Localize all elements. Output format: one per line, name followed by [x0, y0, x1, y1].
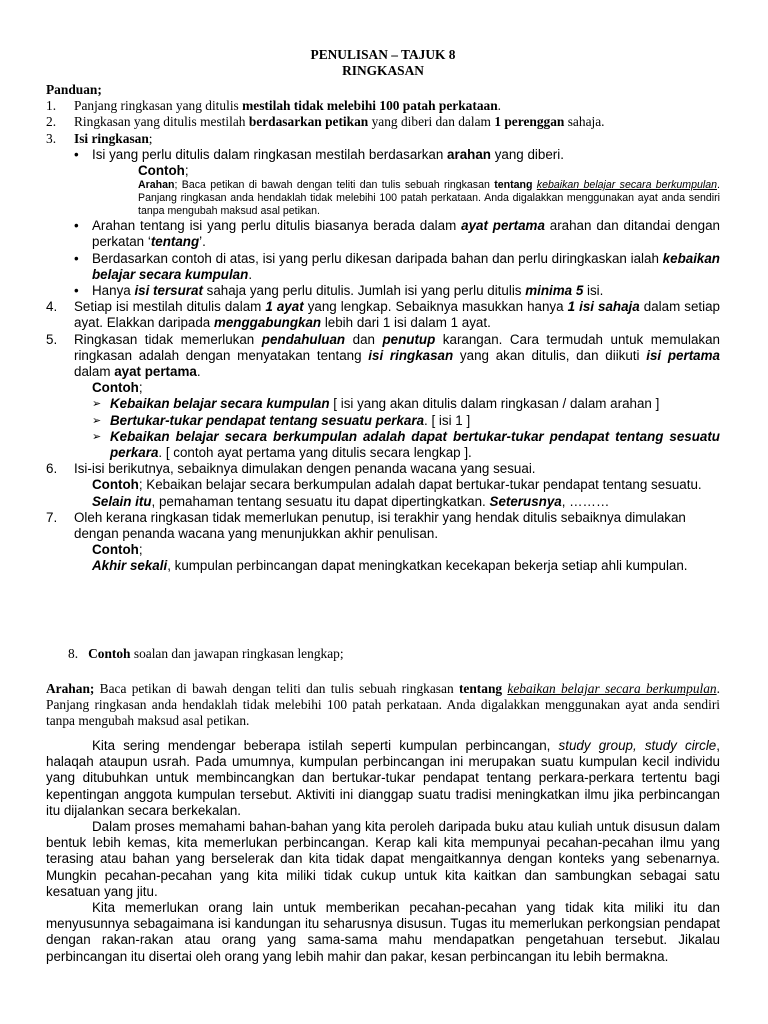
arahan-full [46, 681, 720, 730]
example-arahan-small [46, 179, 720, 218]
item-number: 8. [68, 646, 79, 661]
text: dalam [74, 364, 115, 380]
panduan-heading: Panduan; [46, 82, 102, 97]
passage-paragraph-3: Kita memerlukan orang lain untuk memberikan pecahan-pecahan yang tidak kita miliki itu dan menyusunnya sebagaimana isi kandungan itu seharusnya disusun. Tugas itu memerlukan perkongsian pendapat dengan rakan-rakan atau orang yang sama-sama mahu mendapatkan pengetahuan tersebut. Jikalau perbincangan itu disertai oleh orang yang lebih mahir dan pakar, kesan perbincangan itu lebih bermakna. [46, 900, 720, 964]
item-number: 4. [46, 299, 58, 315]
bold-italic-text: Kebaikan belajar secara berkumpulan adalah dapat bertukar-tukar pendapat tentang sesuatu perkara [110, 428, 720, 461]
guideline-item-1 [46, 98, 720, 114]
guidelines-section [46, 82, 720, 575]
text: ; [184, 163, 189, 179]
arrow-bullet-icon: ➢ [92, 430, 102, 443]
bold-text: Contoh [92, 477, 139, 493]
text: . Panjang ringkasan anda hendaklah tidak melebihi 100 patah perkataan. Anda digalakkan menggunakan ayat anda sendiri tanpa mengubah maksud asal petikan. [138, 179, 720, 218]
guideline-item-2 [46, 114, 720, 130]
item-number: 5. [46, 331, 58, 347]
text: . [ contoh ayat pertama yang ditulis secara lengkap ]. [158, 445, 472, 461]
bold-text: Contoh [138, 163, 185, 179]
bold-text: Contoh [92, 542, 139, 558]
text: Oleh kerana ringkasan tidak memerlukan penutup, isi terakhir yang hendak ditulis sebaiknya dimulakan dengan penanda wacana yang menunjukkan akhir penulisan. [74, 509, 686, 542]
bold-italic-text: Kebaikan belajar secara kumpulan [110, 396, 330, 412]
text: . [ isi 1 ] [424, 412, 471, 428]
title-line-2: RINGKASAN [342, 63, 424, 79]
text: Ringkasan tidak memerlukan [74, 331, 262, 347]
bullet-item-1 [46, 147, 720, 163]
bold-text: ayat pertama [114, 364, 197, 380]
text: . [248, 266, 253, 282]
contoh-6 [46, 477, 720, 509]
text: dalam setiap ayat. Elakkan daripada [74, 299, 720, 331]
italic-text: study group, study circle [558, 738, 717, 753]
bold-italic-text: Bertukar-tukar pendapat tentang sesuatu perkara [110, 412, 425, 428]
text: Isi-isi berikutnya, sebaiknya dimulakan dengen penanda wacana yang sesuai. [74, 461, 536, 477]
text: sahaja yang perlu ditulis. Jumlah isi yang perlu ditulis [202, 283, 526, 299]
arrow-item-2 [46, 413, 720, 429]
bold-text: 1 perenggan [494, 114, 565, 130]
guideline-item-7 [46, 510, 720, 542]
text: . [497, 98, 502, 114]
item-number: 3. [46, 130, 57, 146]
bullet-icon: • [74, 283, 79, 299]
bold-italic-text: isi pertama [646, 347, 720, 363]
text: Isi yang perlu ditulis dalam ringkasan mestilah berdasarkan [92, 146, 448, 162]
item-number: 2. [46, 114, 57, 130]
italic-underline-text: kebaikan belajar secara berkumpulan [507, 681, 717, 696]
arrow-item-3 [46, 429, 720, 461]
text: ’. [199, 234, 206, 250]
bold-italic-text: isi tersurat [134, 283, 203, 299]
text: yang diberi. [490, 146, 564, 162]
bold-italic-text: isi ringkasan [368, 347, 454, 363]
passage-paragraph-2: Dalam proses memahami bahan-bahan yang kita peroleh daripada buku atau kuliah untuk disusun dalam bentuk lebih kemas, kita memerlukan perbincangan. Kerap kali kita mempunyai pecahan-pecahan ilmu yang terasing atau bahan yang berselerak dan kita tidak dapat mengaitkannya dengan konteks yang sebenarnya. Mungkin pecahan-pecahan yang kita miliki tidak cukup untuk kita kaitkan dan sambungkan sebagai satu kesatuan yang jitu. [46, 819, 720, 899]
guideline-item-8 [46, 646, 720, 662]
bold-text: Contoh [88, 646, 131, 661]
bold-italic-text: pendahuluan [261, 331, 346, 347]
text: . [196, 364, 201, 380]
contoh-label-1 [46, 163, 720, 179]
arrow-bullet-icon: ➢ [92, 398, 102, 411]
text: [ isi yang akan ditulis dalam ringkasan / dalam arahan ] [329, 396, 660, 412]
bold-italic-text: 1 ayat [265, 299, 304, 315]
text: , ……… [561, 493, 610, 509]
text: Kita sering mendengar beberapa istilah seperti kumpulan perbincangan, [92, 738, 559, 753]
guideline-item-6 [46, 461, 720, 477]
text: Berdasarkan contoh di atas, isi yang perlu dikesan daripada bahan dan perlu diringkaskan ialah [92, 250, 663, 266]
title-line-1: PENULISAN – TAJUK 8 [310, 47, 456, 62]
item-number: 7. [46, 509, 58, 525]
bullet-icon: • [74, 218, 79, 234]
bold-text: tentang [458, 681, 503, 696]
text: sahaja. [564, 114, 605, 130]
bullet-item-2 [46, 218, 720, 250]
passage-paragraph-1 [46, 738, 720, 819]
text: , kumpulan perbincangan dapat meningkatkan kecekapan bekerja setiap ahli kumpulan. [167, 558, 688, 574]
text: yang diberi dan dalam [368, 114, 495, 130]
guideline-item-3 [46, 131, 720, 147]
text: ; Kebaikan belajar secara berkumpulan adalah dapat bertukar-tukar pendapat tentang sesuatu. [138, 477, 702, 493]
text: , pemahaman tentang sesuatu itu dapat dipertingkatkan. [151, 493, 490, 509]
text: yang akan ditulis, dan diikuti [453, 347, 647, 363]
bold-italic-text: tentang [150, 234, 200, 250]
bold-italic-text: ayat pertama [461, 218, 545, 234]
bold-italic-text: Seterusnya [489, 493, 562, 509]
bold-text: Arahan; [46, 681, 95, 696]
text: ; [138, 380, 143, 396]
item-number: 6. [46, 461, 58, 477]
italic-underline-text: kebaikan belajar secara berkumpulan [536, 179, 718, 192]
bullet-icon: • [74, 146, 79, 162]
bold-text: Arahan [138, 179, 175, 192]
bold-italic-text: minima 5 [525, 283, 584, 299]
bold-italic-text: 1 isi sahaja [567, 299, 640, 315]
bold-italic-text: kebaikan belajar secara kumpulan [92, 250, 720, 282]
text: Panjang ringkasan yang ditulis [74, 98, 243, 114]
bullet-icon: • [74, 250, 79, 266]
item-number: 1. [46, 98, 57, 114]
text: Baca petikan di bawah dengan teliti dan tulis sebuah ringkasan [94, 681, 459, 696]
text: dan [345, 331, 383, 347]
bold-text: berdasarkan petikan [248, 114, 369, 130]
guideline-item-4 [46, 299, 720, 331]
document-title [46, 47, 720, 79]
text: Ringkasan yang ditulis mestilah [74, 114, 249, 130]
bold-text: Isi ringkasan [74, 130, 149, 146]
text: arahan dan ditandai dengan perkatan ‘ [92, 218, 720, 250]
text: soalan dan jawapan ringkasan lengkap; [130, 646, 344, 661]
text: Hanya [92, 283, 135, 299]
text: karangan. Cara termudah untuk memulakan ringkasan adalah dengan menyatakan tentang [74, 331, 720, 363]
arrow-item-1 [46, 396, 720, 412]
text: ; [138, 542, 143, 558]
bold-italic-text: penutup [382, 331, 436, 347]
text: isi. [583, 283, 604, 299]
bold-italic-text: Akhir sekali [92, 558, 168, 574]
text: , halaqah ataupun usrah. Pada umumnya, kumpulan perbincangan ini merupakan suatu kumpulan kecil individu yang ditubuhkan untuk membincangkan dan bertukar-tukar pendapat tentang perkara-perkara tertentu bagi kepentingan anggota kumpulan tersebut. Aktiviti ini dianggap suatu tradisi meningkatkan ilmu jika perbincangan itu dijalankan secara berkekalan. [46, 738, 720, 818]
contoh-7 [46, 542, 720, 574]
text: lebih dari 1 isi dalam 1 ayat. [321, 315, 491, 331]
bold-text: mestilah tidak melebihi 100 patah perkataan [242, 98, 498, 114]
text: yang lengkap. Sebaiknya masukkan hanya [303, 299, 568, 315]
text: ; Baca petikan di bawah dengan teliti dan tulis sebuah ringkasan [174, 179, 495, 192]
bullet-item-3 [46, 251, 720, 283]
contoh-label-2 [46, 380, 720, 396]
passage [46, 738, 720, 965]
text: Setiap isi mestilah ditulis dalam [74, 299, 266, 315]
guideline-item-5 [46, 332, 720, 381]
bold-italic-text: Selain itu [92, 493, 152, 509]
arrow-bullet-icon: ➢ [92, 414, 102, 427]
text: Arahan tentang isi yang perlu ditulis biasanya berada dalam [92, 218, 462, 234]
text: . Panjang ringkasan anda hendaklah tidak melebihi 100 patah perkataan. Anda digalakkan menggunakan ayat anda sendiri tanpa mengubah maksud asal petikan. [46, 681, 720, 729]
bullet-item-4 [46, 283, 720, 299]
text: ; [148, 130, 153, 146]
bold-text: tentang [494, 179, 533, 192]
bold-italic-text: menggabungkan [213, 315, 322, 331]
bold-text: Contoh [92, 380, 139, 396]
bold-text: arahan [447, 146, 491, 162]
